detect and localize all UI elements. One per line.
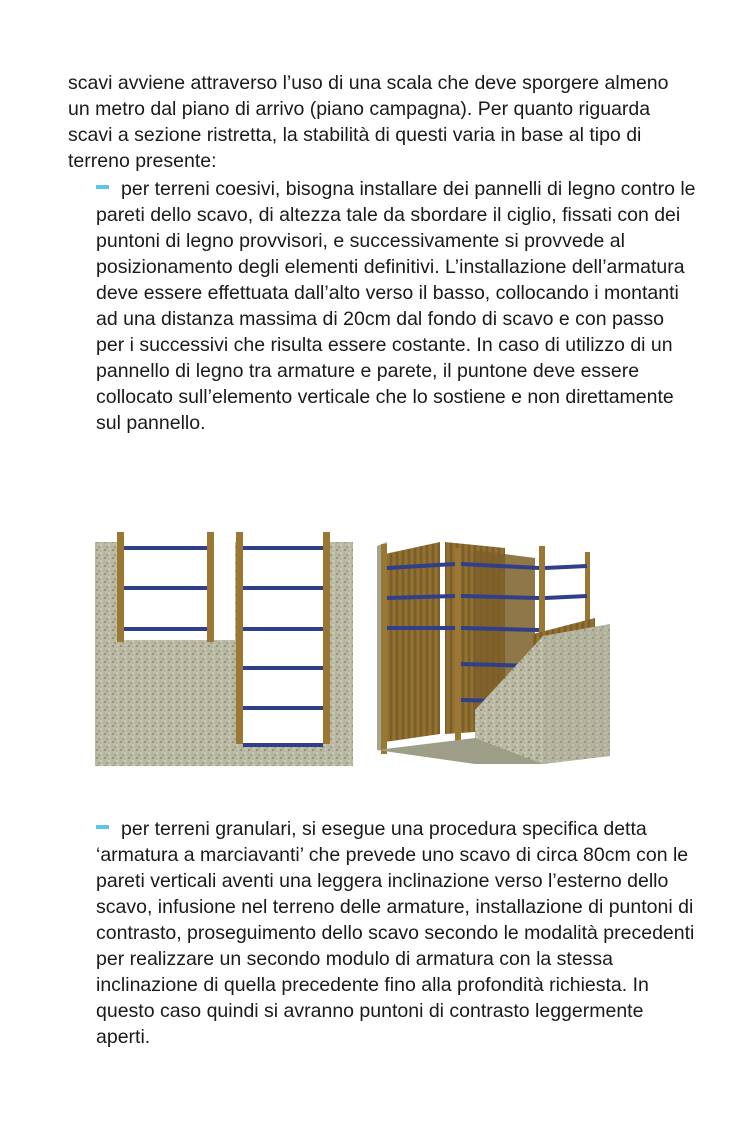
- bullet-item-cohesive: [96, 176, 696, 436]
- bullet-text: per terreni coesivi, bisogna installare dei pannelli di legno contro le pareti dello scavo, di altezza tale da sbordare il ciglio, fissati con dei puntoni di legno provvisori, e successivamente si provvede al posizionamento degli elementi definitivi. L’installazione dell’armatura deve essere effettuata dall’alto verso il basso, collocando i montanti ad una distanza massima di 20cm dal fondo di scavo e con passo per i successivi che risulta essere costante. In caso di utilizzo di un pannello di legno tra armature e parete, il puntone deve essere collocato sull’elemento verticale che lo sostiene e non direttamente sul pannello.: [96, 178, 696, 434]
- trench-illustrations: [95, 524, 615, 769]
- intro-paragraph: scavi avviene attraverso l’uso di una scala che deve sporgere almeno un metro dal piano di arrivo (piano campagna). Per quanto riguarda scavi a sezione ristretta, la stabilità di questi varia in base al tipo di terreno presente:: [68, 72, 669, 172]
- dash-icon: [96, 185, 109, 189]
- bullet-text: per terreni granulari, si esegue una procedura specifica detta ‘armatura a marciavanti’ che prevede uno scavo di circa 80cm con le pareti verticali aventi una leggera inclinazione verso l’esterno dello scavo, infusione nel terreno delle armature, installazione di puntoni di contrasto, proseguimento dello scavo secondo le modalità precedenti per realizzare un secondo modulo di armatura con la stessa inclinazione di quella precedente fino alla profondità richiesta. In questo caso quindi si avranno puntoni di contrasto leggermente aperti.: [96, 818, 695, 1048]
- trench-3d-illustration: [377, 542, 610, 764]
- trench-section-illustration: [95, 532, 353, 766]
- dash-icon: [96, 825, 109, 829]
- bullet-item-granular: [96, 816, 696, 1050]
